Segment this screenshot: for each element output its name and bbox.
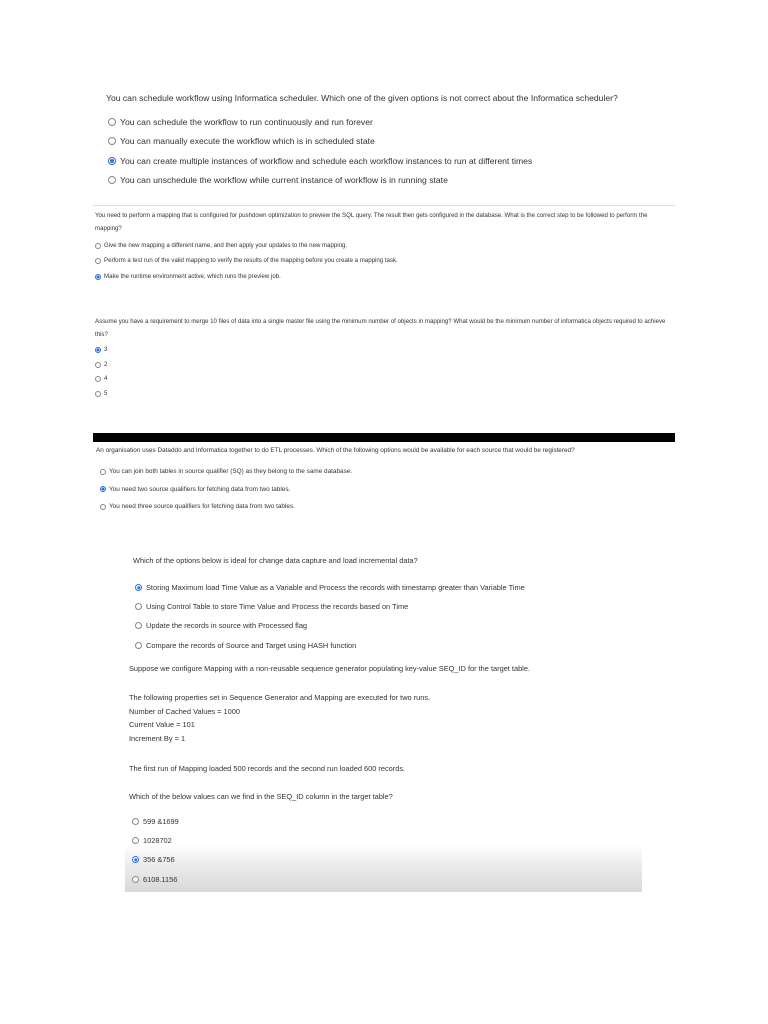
- radio-button-selected[interactable]: [135, 584, 142, 591]
- radio-button[interactable]: [108, 118, 116, 126]
- radio-button[interactable]: [132, 837, 139, 844]
- radio-button[interactable]: [100, 504, 106, 510]
- question-5-text: Which of the options below is ideal for change data capture and load incremental data?: [133, 556, 418, 565]
- radio-button[interactable]: [95, 391, 101, 397]
- question-6-props-intro: The following properties set in Sequence Generator and Mapping are executed for two runs.: [129, 693, 431, 702]
- radio-button[interactable]: [132, 876, 139, 883]
- question-6-runs: The first run of Mapping loaded 500 records and the second run loaded 600 records.: [129, 764, 406, 773]
- question-block-4: [96, 447, 676, 516]
- radio-button[interactable]: [95, 376, 101, 382]
- q3-option-2[interactable]: 2: [95, 358, 675, 373]
- black-divider-bar: [93, 433, 675, 442]
- radio-button[interactable]: [135, 603, 142, 610]
- divider-line: [93, 205, 675, 206]
- radio-button[interactable]: [132, 818, 139, 825]
- q1-option-4[interactable]: You can unschedule the workflow while current instance of workflow is in running state: [108, 171, 686, 191]
- q1-option-3[interactable]: You can create multiple instances of workflow and schedule each workflow instances to run at different times: [108, 151, 686, 171]
- q4-option-1[interactable]: You can join both tables in source qualifier (SQ) as they belong to the same database.: [100, 463, 676, 481]
- q5-option-2[interactable]: Using Control Table to store Time Value and Process the records based on Time: [135, 597, 525, 616]
- radio-button-selected[interactable]: [95, 347, 101, 353]
- q6-option-1[interactable]: 599 &1699: [132, 812, 179, 831]
- q2-option-2[interactable]: Perform a test run of the valid mapping to verify the results of the mapping before you create a mapping task.: [95, 254, 675, 270]
- question-2-text: You need to perform a mapping that is configured for pushdown optimization to preview the SQL query. The result then gets configured in the database. What is the correct step to be followed to perform the mapping?: [95, 212, 648, 232]
- q2-option-1[interactable]: Give the new mapping a different name, and then apply your updates to the new mapping.: [95, 238, 675, 254]
- question-block-2: [95, 210, 675, 285]
- q6-option-3[interactable]: 356 &756: [132, 850, 179, 869]
- radio-button[interactable]: [108, 176, 116, 184]
- question-block-5-6: [125, 552, 642, 892]
- radio-button-selected[interactable]: [95, 274, 101, 280]
- q5-option-4[interactable]: Compare the records of Source and Target using HASH function: [135, 636, 525, 655]
- radio-button[interactable]: [100, 469, 106, 475]
- q4-option-2[interactable]: You need two source qualifiers for fetching data from two tables.: [100, 481, 676, 499]
- q5-option-1[interactable]: Storing Maximum load Time Value as a Variable and Process the records with timestamp greater than Variable Time: [135, 578, 525, 597]
- question-6-prop-cached: Number of Cached Values = 1000: [129, 707, 240, 716]
- question-6-intro: Suppose we configure Mapping with a non-reusable sequence generator populating key-value SEQ_ID for the target table.: [129, 664, 530, 673]
- radio-button[interactable]: [135, 622, 142, 629]
- question-6-prop-increment: Increment By = 1: [129, 734, 186, 743]
- q6-option-2[interactable]: 1028702: [132, 831, 179, 850]
- radio-button[interactable]: [95, 258, 101, 264]
- q3-option-3[interactable]: 4: [95, 372, 675, 387]
- question-6-prop-current: Current Value = 101: [129, 720, 195, 729]
- radio-button-selected[interactable]: [100, 486, 106, 492]
- q3-option-1[interactable]: 3: [95, 343, 675, 358]
- radio-button[interactable]: [95, 243, 101, 249]
- question-block-3: [95, 316, 675, 401]
- q5-option-3[interactable]: Update the records in source with Processed flag: [135, 616, 525, 635]
- q4-option-3[interactable]: You need three source qualifiers for fetching data from two tables.: [100, 498, 676, 516]
- radio-button[interactable]: [95, 362, 101, 368]
- radio-button[interactable]: [135, 642, 142, 649]
- question-1-text: You can schedule workflow using Informatica scheduler. Which one of the given options is not correct about the Informatica scheduler?: [106, 93, 618, 103]
- question-4-text: An organisation uses Dataddo and Informatica together to do ETL processes. Which of the following options would be available for each source that would be registered?: [96, 447, 575, 454]
- q1-option-1[interactable]: You can schedule the workflow to run continuously and run forever: [108, 112, 686, 132]
- question-6-text: Which of the below values can we find in the SEQ_ID column in the target table?: [129, 792, 393, 801]
- radio-button-selected[interactable]: [132, 856, 139, 863]
- q1-option-2[interactable]: You can manually execute the workflow which is in scheduled state: [108, 132, 686, 152]
- question-3-text: Assume you have a requirement to merge 10 files of data into a single master file using the minimum number of objects in mapping? What would be the minimum number of informatica objects required to achieve this?: [95, 318, 666, 338]
- question-block-1: [106, 93, 686, 190]
- q2-option-3[interactable]: Make the runtime environment active, which runs the preview job.: [95, 269, 675, 285]
- radio-button[interactable]: [108, 137, 116, 145]
- radio-button-selected[interactable]: [108, 157, 116, 165]
- q3-option-4[interactable]: 5: [95, 387, 675, 402]
- q6-option-4[interactable]: 6108.1156: [132, 870, 179, 889]
